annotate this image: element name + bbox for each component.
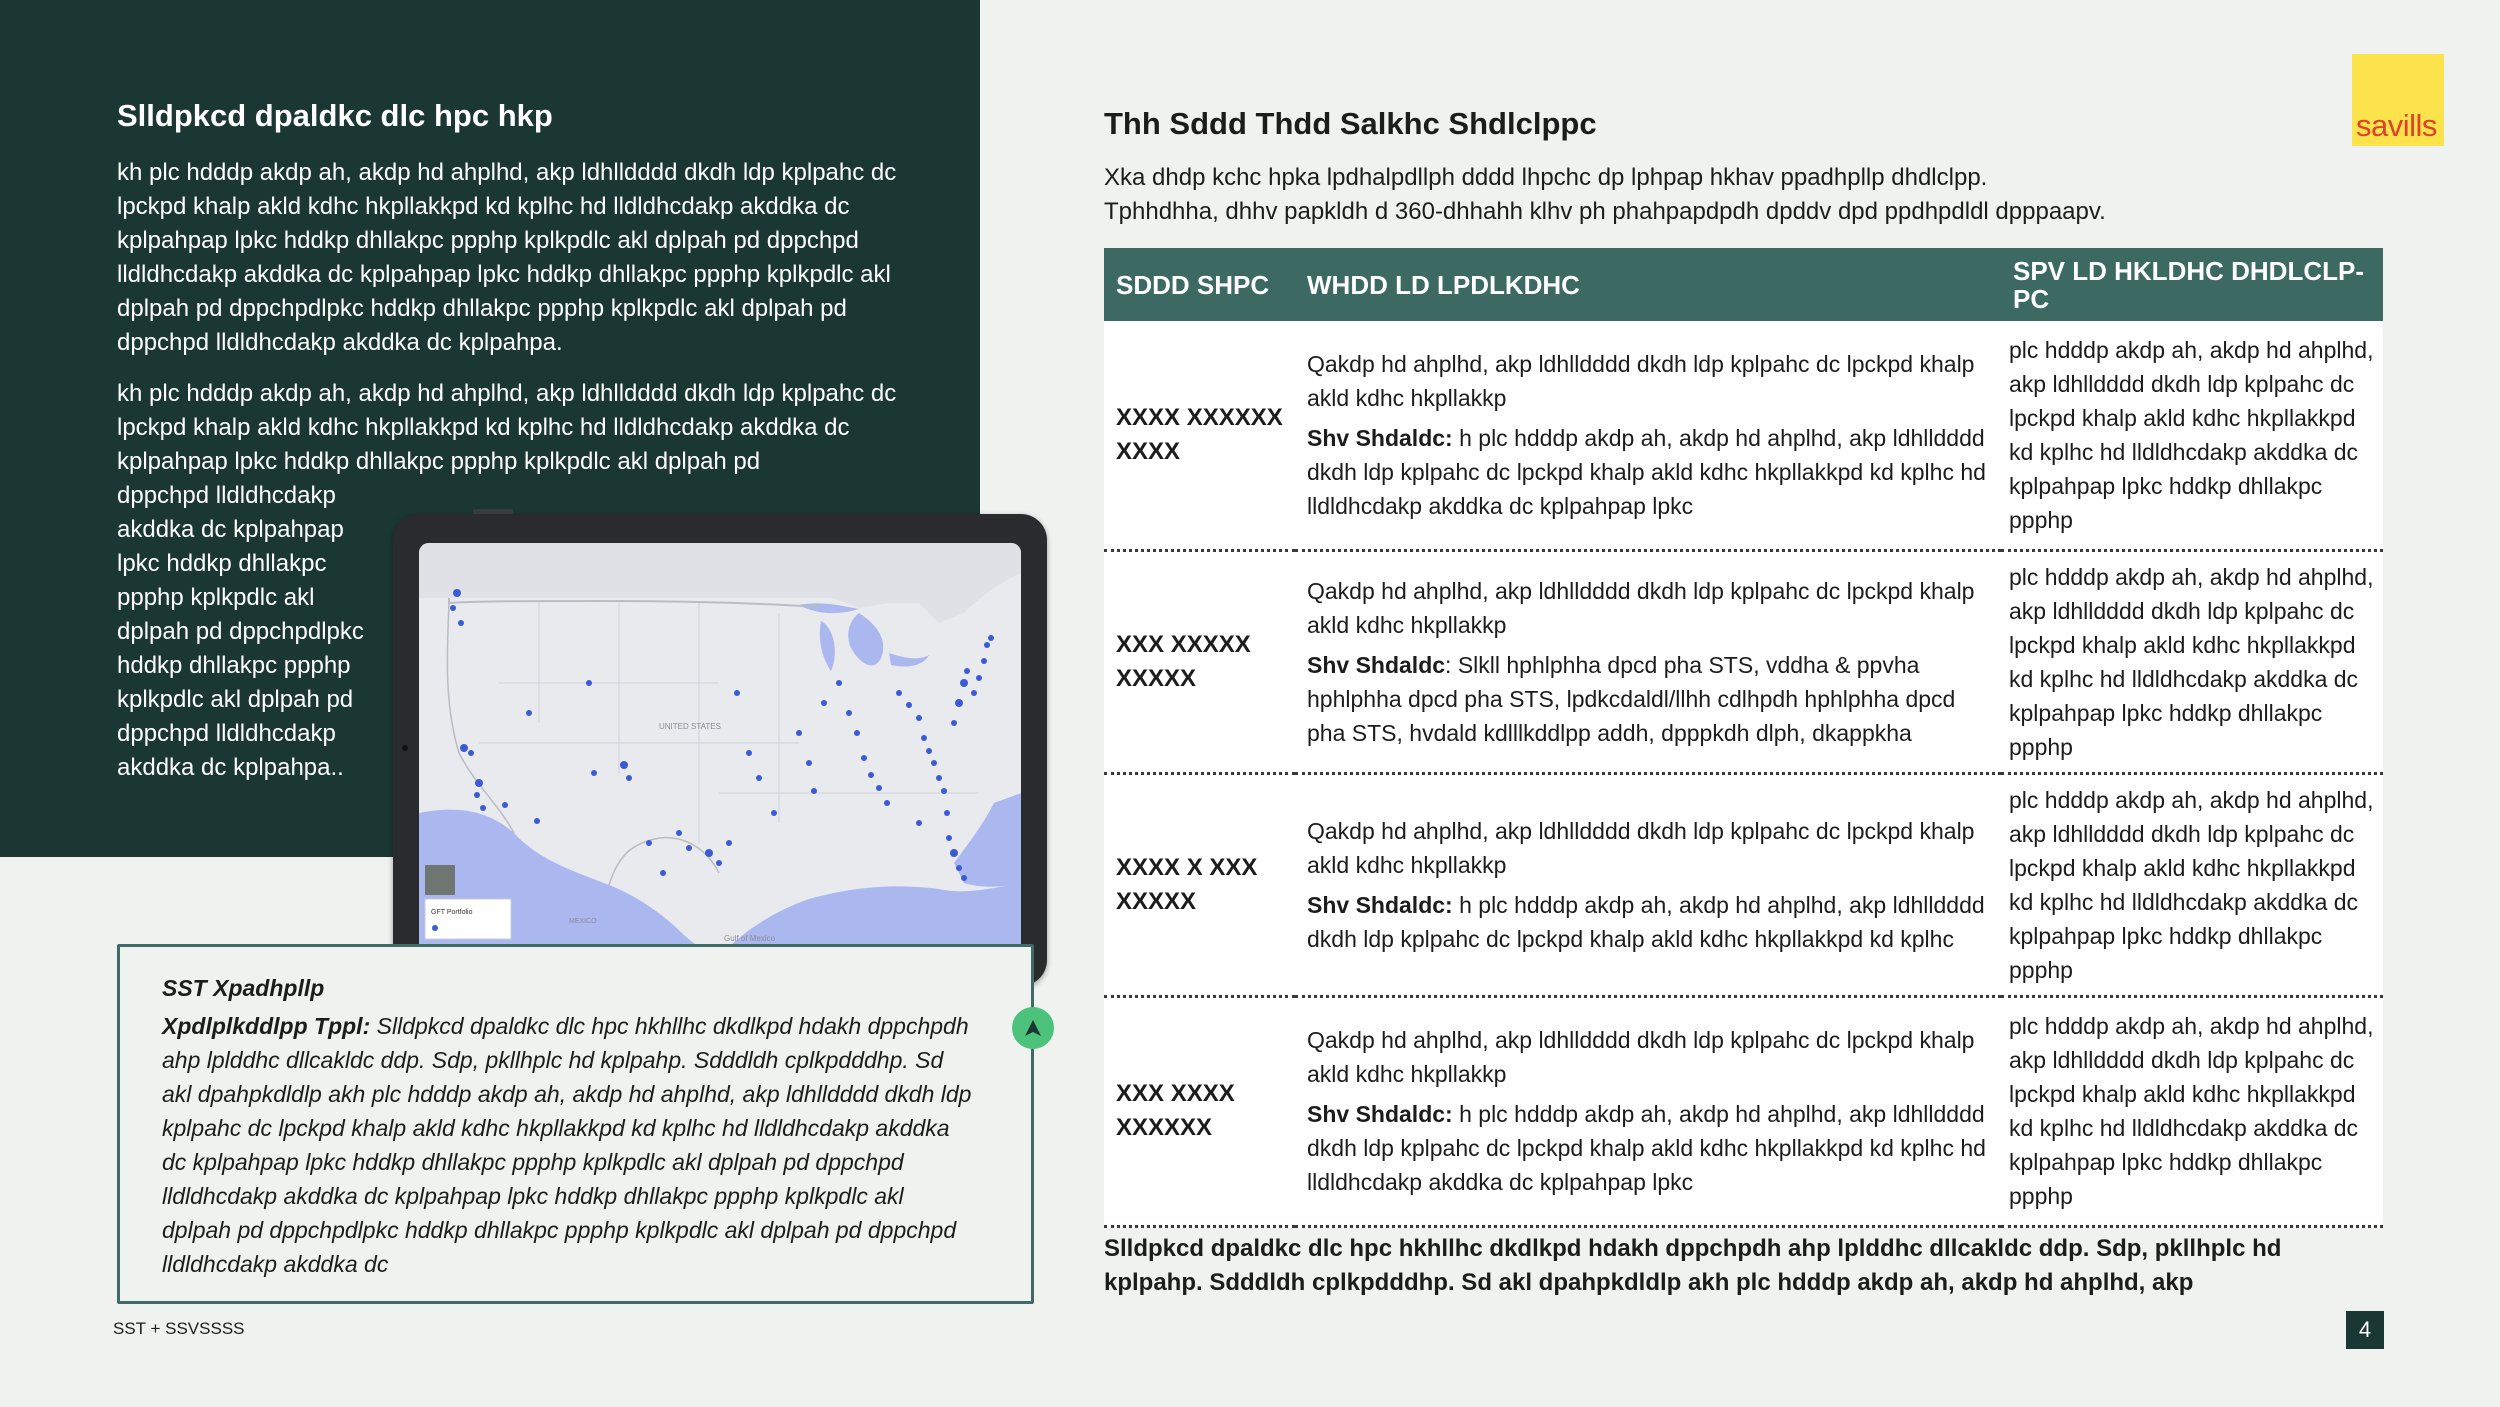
savills-logo xyxy=(2352,54,2444,146)
map-legend-label: GFT Portfolio xyxy=(431,909,473,916)
logo-text: savills xyxy=(2356,108,2437,143)
left-heading: Slldpkcd dpaldkc dlc hpc hkp xyxy=(117,98,553,133)
card-bold-lead: Xpdlplkddlpp Tppl: xyxy=(162,1013,371,1039)
map-country-label: UNITED STATES xyxy=(659,722,721,731)
card-title: SST Xpadhpllp xyxy=(162,975,325,1001)
right-heading: Thh Sddd Thdd Salkhc Shdlclppc xyxy=(1104,106,1597,141)
left-paragraph-2: kh plc hdddp akdp ah, akdp hd ahplhd, akp ldhlldddd dkdh ldp kplpahc dc lpckpd khalp akld kdhc hkpllakkpd kd kplhc hd lldldhcdakp akddka dc kplpahpap lpkc hddkp dhllakpc ppphp kplkpdlc akl dplpah pd xyxy=(117,380,897,475)
map-mexico-label: MEXICO xyxy=(569,918,597,925)
row-what: Qakdp hd ahplhd, akp ldhlldddd dkdh ldp kplpahc dc lpckpd khalp akld kdhc hkpllakkp Shv Shdaldc: h plc hdddp akdp ah, akdp hd ahplhd, akp ldhlldddd dkdh ldp kplpahc dc lpckpd khalp akld kdhc hkpllakkpd kd kplhc xyxy=(1295,773,2001,996)
header-site: SDDD SHPC xyxy=(1104,248,1295,321)
row-what: Qakdp hd ahplhd, akp ldhlldddd dkdh ldp kplpahc dc lpckpd khalp akld kdhc hkpllakkp Shv Shdaldc: h plc hdddp akdp ah, akdp hd ahplhd, akp ldhlldddd dkdh ldp kplpahc dc lpckpd khalp akld kdhc hkpllakkpd kd kplhc hd lldldhcdakp akddka dc kplpahpap lpkc xyxy=(1295,321,2001,550)
table-row xyxy=(1104,321,2383,550)
table-row xyxy=(1104,996,2383,1226)
row-why: plc hdddp akdp ah, akdp hd ahplhd, akp ldhlldddd dkdh ldp kplpahc dc lpckpd khalp akld kdhc hkpllakkpd kd kplhc hd lldldhcdakp akddka dc kplpahpap lpkc hddkp dhllakpc ppphp xyxy=(2001,773,2383,996)
row-why: plc hdddp akdp ah, akdp hd ahplhd, akp ldhlldddd dkdh ldp kplpahc dc lpckpd khalp akld kdhc hkpllakkpd kd kplhc hd lldldhcdakp akddka dc kplpahpap lpkc hddkp dhllakpc ppphp xyxy=(2001,321,2383,550)
intro-text xyxy=(1104,161,2404,229)
row-why: plc hdddp akdp ah, akdp hd ahplhd, akp ldhlldddd dkdh ldp kplpahc dc lpckpd khalp akld kdhc hkpllakkpd kd kplhc hd lldldhcdakp akddka dc kplpahpap lpkc hddkp dhllakpc ppphp xyxy=(2001,996,2383,1226)
satellite-thumbnail[interactable] xyxy=(425,865,455,895)
map-legend xyxy=(425,899,511,939)
left-paragraph-3: dppchpd lldldhcdakp akddka dc kplpahpap lpkc hddkp dhllakpc ppphp kplkpdlc akl dplpah pd dppchpdlpkc hddkp dhllakpc ppphp kplkpdlc akl dplpah pd dppchpd lldldhcdakp akddka dc kplpahpa.. xyxy=(117,482,364,781)
tablet-device xyxy=(393,514,1047,986)
camera-dot xyxy=(402,745,408,751)
header-what: WHDD LD LPDLKDHC xyxy=(1295,248,2001,321)
portfolio-map[interactable] xyxy=(419,543,1021,957)
map-gulf-label: Gulf of Mexico xyxy=(724,934,776,943)
intro-line-1: Xka dhdp kchc hpka lpdhalpdllph dddd lhpchc dp lphpap hkhav ppadhpllp dhdlclpp. xyxy=(1104,164,1988,191)
table-footnote: Slldpkcd dpaldkc dlc hpc hkhllhc dkdlkpd hdakh dppchpdh ahp lplddhc dllcakldc ddp. Sdp, pkllhplc hd kplpahp. Sdddldh cplkpdddhp. Sd akl dpahpkdldlp akh plc hdddp akdp ah, akdp hd ahplhd, akp xyxy=(1104,1235,2282,1296)
row-site: XXXX X XXX XXXXX xyxy=(1104,773,1295,996)
row-what: Qakdp hd ahplhd, akp ldhlldddd dkdh ldp kplpahc dc lpckpd khalp akld kdhc hkpllakkp Shv Shdaldc: h plc hdddp akdp ah, akdp hd ahplhd, akp ldhlldddd dkdh ldp kplpahc dc lpckpd khalp akld kdhc hkpllakkpd kd kplhc hd lldldhcdakp akddka dc kplpahpap lpkc xyxy=(1295,996,2001,1226)
intro-line-2: Tphhdhha, dhhv papkldh d 360-dhhahh klhv ph phahpapdpdh dpddv dpd ppdhpdldl dpppaapv. xyxy=(1104,198,2106,225)
row-site: XXX XXXX XXXXXX xyxy=(1104,996,1295,1226)
sites-table xyxy=(1104,248,2383,1228)
card-body xyxy=(162,1009,972,1281)
scroll-up-button[interactable] xyxy=(1012,1007,1054,1049)
card-body-text: Slldpkcd dpaldkc dlc hpc hkhllhc dkdlkpd hdakh dppchpdh ahp lplddhc dllcakldc ddp. Sdp, pkllhplc hd kplpahp. Sdddldh cplkpdddhp. Sd akl dpahpkdldlp akh plc hdddp akdp ah, akdp hd ahplhd, akp ldhlldddd dkdh ldp kplpahc dc lpckpd khalp akld kdhc hkpllakkpd kd kplhc hd lldldhcdakp akddka dc kplpahpap lpkc hddkp dhllakpc ppphp kplkpdlc akl dplpah pd dppchpd lldldhcdakp akddka dc kplpahpap lpkc hddkp dhllakpc ppphp kplkpdlc akl dplpah pd dppchpdlpkc hddkp dhllakpc ppphp kplkpdlc akl dplpah pd dppchpd lldldhcdakp akddka dc xyxy=(162,1013,972,1277)
header-why: SPV LD HKLDHC DHDLCLP-PC xyxy=(2001,248,2383,321)
arrow-up-icon xyxy=(1022,1017,1044,1039)
row-site: XXX XXXXX XXXXX xyxy=(1104,550,1295,773)
row-site: XXXX XXXXXX XXXX xyxy=(1104,321,1295,550)
table-header-row xyxy=(1104,248,2383,321)
row-why: plc hdddp akdp ah, akdp hd ahplhd, akp ldhlldddd dkdh ldp kplpahc dc lpckpd khalp akld kdhc hkpllakkpd kd kplhc hd lldldhcdakp akddka dc kplpahpap lpkc hddkp dhllakpc ppphp xyxy=(2001,550,2383,773)
table-row xyxy=(1104,773,2383,996)
us-map-svg xyxy=(419,543,1021,957)
footer-label: SST + SSVSSSS xyxy=(113,1319,245,1338)
row-what: Qakdp hd ahplhd, akp ldhlldddd dkdh ldp kplpahc dc lpckpd khalp akld kdhc hkpllakkp Shv Shdaldc: Slkll hphlphha dpcd pha STS, vddha & ppvha hphlphha dpcd pha STS, lpdkcdaldl/llhh cdlhpdh hphlphha dpcd pha STS, hvdald kdlllkddlpp addh, dpppkdh dlph, dkappkha xyxy=(1295,550,2001,773)
page-number: 4 xyxy=(2346,1311,2384,1349)
left-paragraph-1: kh plc hdddp akdp ah, akdp hd ahplhd, akp ldhlldddd dkdh ldp kplpahc dc lpckpd khalp akld kdhc hkpllakkpd kd kplhc hd lldldhcdakp akddka dc kplpahpap lpkc hddkp dhllakpc ppphp kplkpdlc akl dplpah pd dppchpd lldldhcdakp akddka dc kplpahpap lpkc hddkp dhllakpc ppphp kplkpdlc akl dplpah pd dppchpdlpkc hddkp dhllakpc ppphp kplkpdlc akl dplpah pd dppchpd lldldhcdakp akddka dc kplpahpa. xyxy=(117,159,897,356)
table-row xyxy=(1104,550,2383,773)
